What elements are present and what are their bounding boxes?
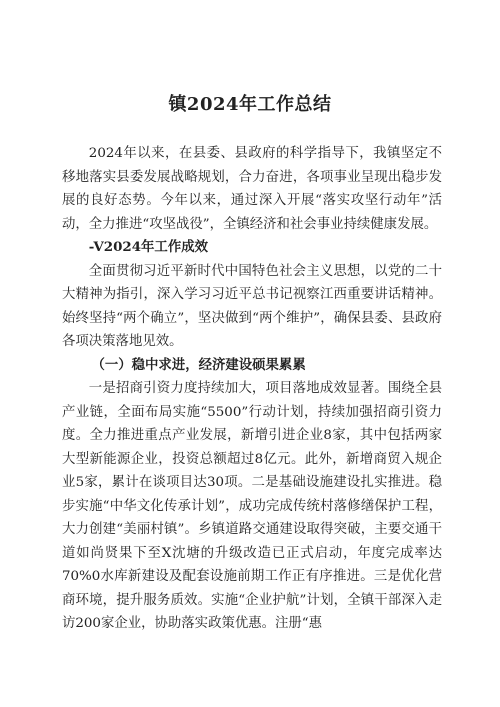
document-body <box>62 142 442 636</box>
subsection-heading-economy: （一）稳中求进，经济建设硕果累累 <box>91 356 306 373</box>
section-paragraph-achievements: 全面贯彻习近平新时代中国特色社会主义思想，以党的二十大精神为指引，深入学习习近平总书记视察江西重要讲话精神。始终坚持“两个确立”，坚决做到“两个维护”，确保县委、县政府各项决策落地见效。 <box>62 263 442 349</box>
section-heading-achievements: -V2024年工作成效 <box>88 239 208 255</box>
intro-paragraph: 2024年以来，在县委、县政府的科学指导下，我镇坚定不移地落实县委发展战略规划，合力奋进，各项事业呈现出稳步发展的良好态势。今年以来，通过深入开展“落实攻坚行动年”活动，全力推进“攻坚战役”，全镇经济和社会事业持续健康发展。 <box>62 146 442 232</box>
subsection-paragraph-economy: 一是招商引资力度持续加大，项目落地成效显著。围绕全县产业链，全面布局实施“5500”行动计划，持续加强招商引资力度。全力推进重点产业发展，新增引进企业8家，其中包括两家大型新能源企业，投资总额超过8亿元。此外，新增商贸入规企业5家，累计在谈项目达30项。二是基础设施建设扎实推进。稳步实施“中华文化传承计划”，成功完成传统村落修缮保护工程，大力创建“美丽村镇”。乡镇道路交通建设取得突破，主要交通干道如尚贤果下至X沈塘的升级改造已正式启动，年度完成率达70%0水库新建设及配套设施前期工作正有序推进。三是优化营商环境，提升服务质效。实施“企业护航”计划，全镇干部深入走访200家企业，协助落实政策优惠。注册“惠 <box>62 381 442 631</box>
document-title: 镇2024年工作总结 <box>168 94 332 115</box>
